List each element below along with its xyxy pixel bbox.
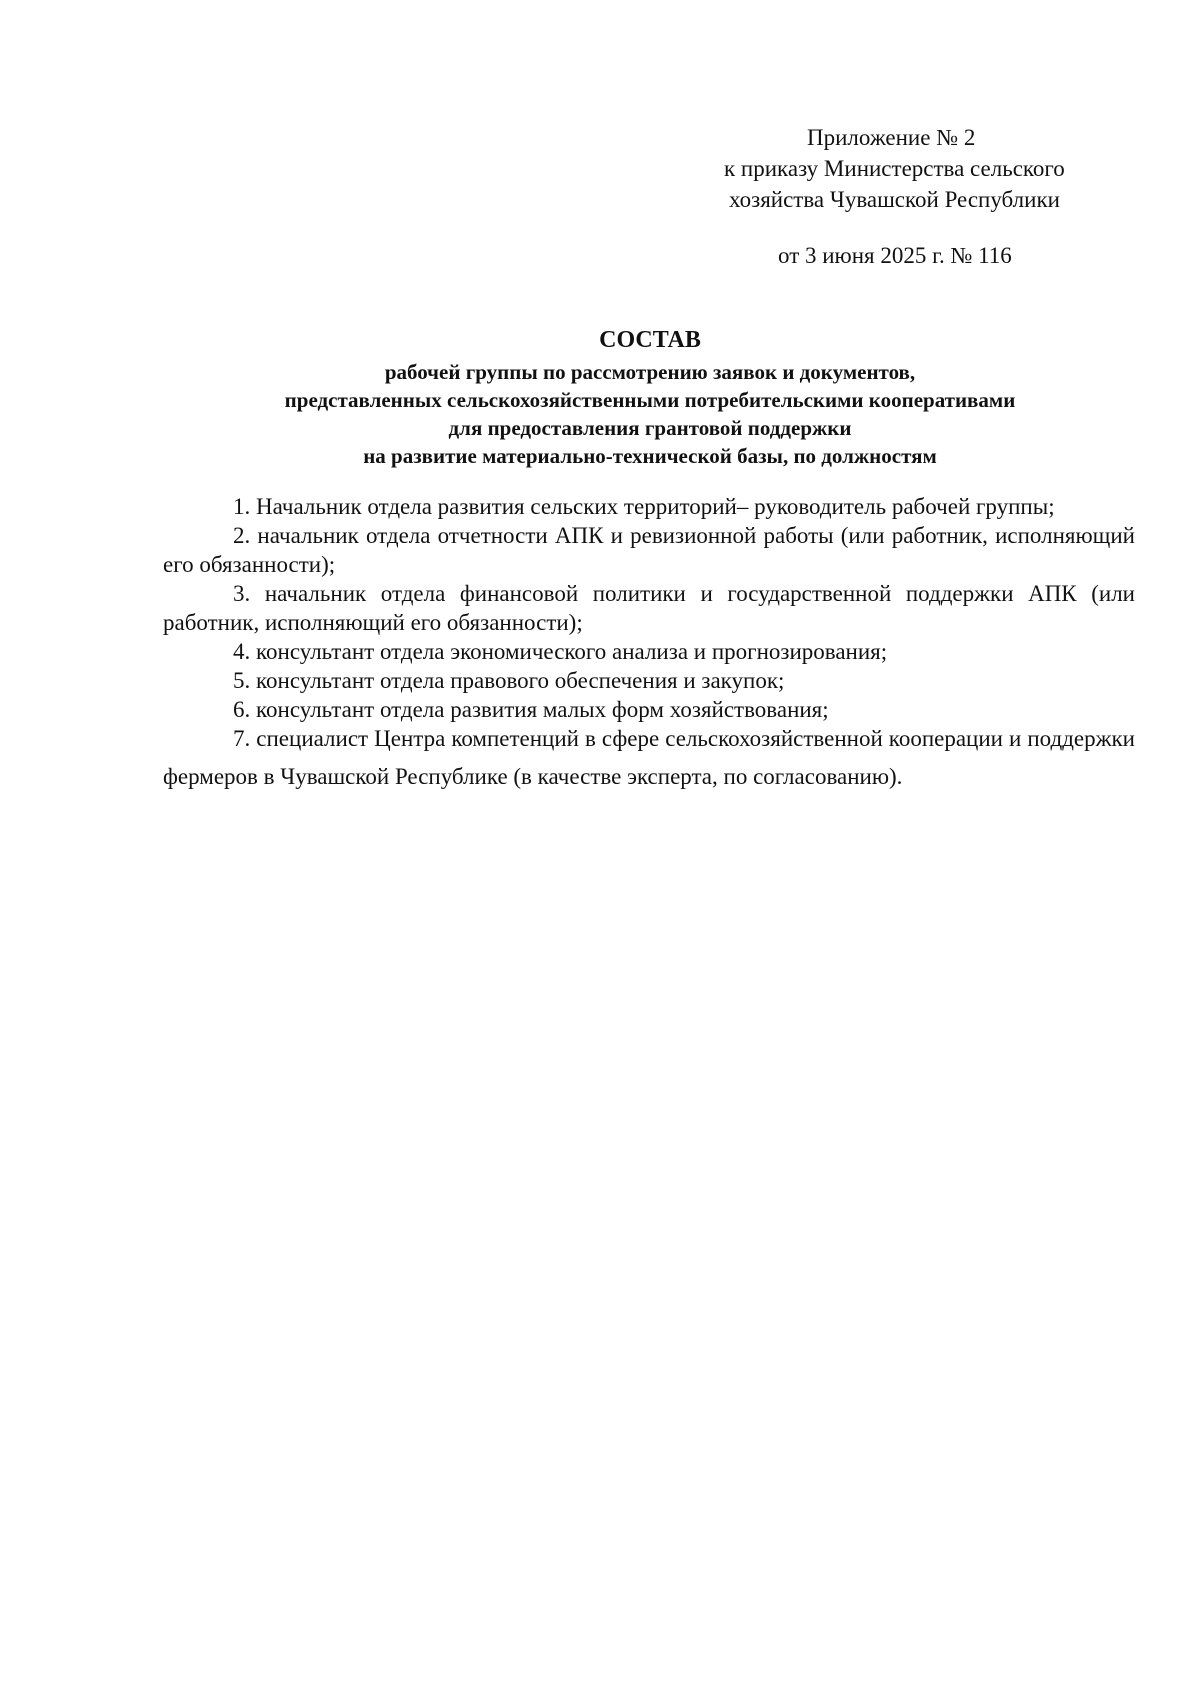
annex-ministry: хозяйства Чувашской Республики <box>729 187 1060 212</box>
annex-date: от 3 июня 2025 г. № 116 <box>778 243 1012 268</box>
subtitle-line: на развитие материально-технической базы, по должностям <box>363 444 937 468</box>
annex-header <box>700 122 1120 215</box>
title-block <box>160 322 1140 470</box>
list-item: 7. специалист Центра компетенций в сфере сельскохозяйственной кооперации и поддержки фермеров в Чувашской Республике (в качестве эксперта, по согласованию). <box>163 726 1135 789</box>
annex-number: Приложение № 2 <box>807 125 976 150</box>
subtitle-line: для предоставления грантовой поддержки <box>448 416 852 440</box>
list-item: 1. Начальник отдела развития сельских территорий– руководитель рабочей группы; <box>233 494 1055 519</box>
document-title: СОСТАВ <box>599 327 701 353</box>
list-item: 2. начальник отдела отчетности АПК и ревизионной работы (или работник, исполняющий его обязанности); <box>163 523 1135 577</box>
list-item: 5. консультант отдела правового обеспечения и закупок; <box>233 668 785 693</box>
list-item: 4. консультант отдела экономического анализа и прогнозирования; <box>233 639 888 664</box>
list-item: 3. начальник отдела финансовой политики и государственной поддержки АПК (или работник, исполняющий его обязанности); <box>163 581 1135 635</box>
annex-order-ref: к приказу Министерства сельского <box>724 156 1065 181</box>
subtitle-line: рабочей группы по рассмотрению заявок и документов, <box>384 360 916 384</box>
member-list <box>163 492 1135 796</box>
subtitle-line: представленных сельскохозяйственными потребительскими кооперативами <box>284 388 1016 412</box>
list-item: 6. консультант отдела развития малых форм хозяйствования; <box>233 697 829 722</box>
